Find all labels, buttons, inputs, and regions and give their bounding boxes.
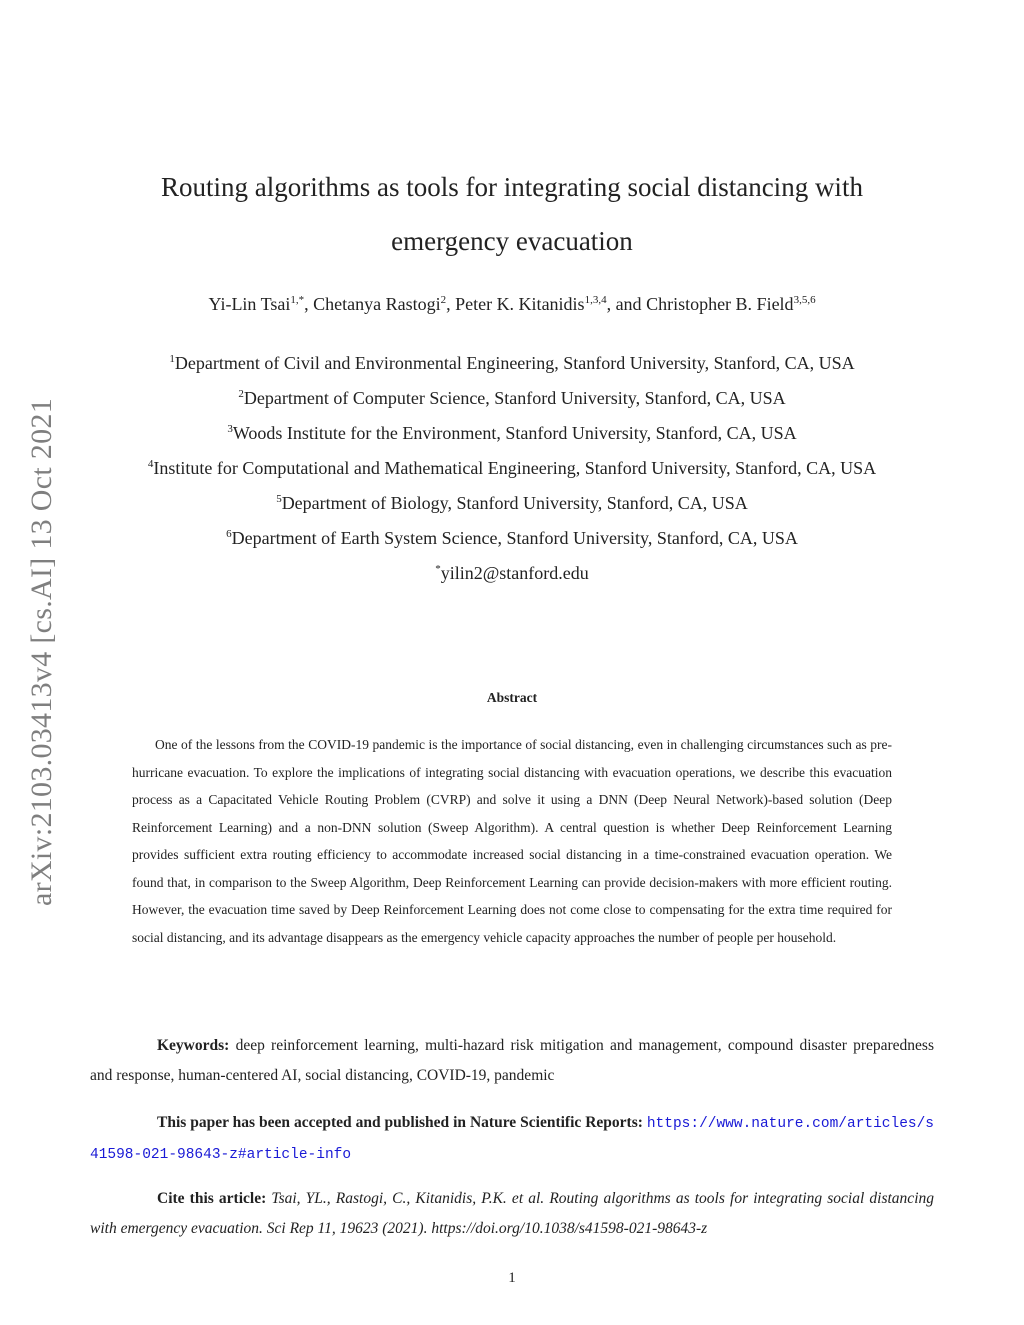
keywords-label: Keywords: xyxy=(157,1037,230,1054)
author-affiliation-sup: 1,* xyxy=(290,294,305,306)
affiliation-sup: 1 xyxy=(169,353,175,365)
affiliation-text: Institute for Computational and Mathematical Engineering, Stanford University, Stanford, CA, USA xyxy=(153,458,877,478)
abstract-heading: Abstract xyxy=(486,690,538,705)
author-affiliation-sup: 1,3,4 xyxy=(584,294,607,306)
author-separator: , and xyxy=(606,294,647,314)
affiliation-sup: 6 xyxy=(226,528,232,540)
author-affiliation-sup: 3,5,6 xyxy=(793,294,816,306)
affiliation xyxy=(90,381,934,416)
title-line-1: Routing algorithms as tools for integrating social distancing with xyxy=(161,172,863,202)
affiliation-text: Woods Institute for the Environment, Stanford University, Stanford, CA, USA xyxy=(232,423,797,443)
affiliation-sup: * xyxy=(435,563,441,575)
title-line-2: emergency evacuation xyxy=(391,226,633,256)
paper-title xyxy=(0,160,1024,268)
author-name: Chetanya Rastogi xyxy=(313,294,441,314)
corresponding-email[interactable] xyxy=(90,556,934,591)
affiliation-sup: 5 xyxy=(276,493,282,505)
arxiv-identifier-stamp: arXiv:2103.03413v4 [cs.AI] 13 Oct 2021 xyxy=(25,398,58,906)
author-affiliation-sup: 2 xyxy=(440,294,447,306)
author-separator: , xyxy=(304,294,314,314)
affiliation xyxy=(90,346,934,381)
publication-label: This paper has been accepted and published in Nature Scientific Reports: xyxy=(157,1114,643,1131)
abstract-body: One of the lessons from the COVID-19 pandemic is the importance of social distancing, even in challenging circumstances such as pre-hurricane evacuation. To explore the implications of integrating social distancing with evacuation operations, we describe this evacuation process as a Capacitated Vehicle Routing Problem (CVRP) and solve it using a DNN (Deep Neural Network)-based solution (Deep Reinforcement Learning) and a non-DNN solution (Sweep Algorithm). A central question is whether Deep Reinforcement Learning provides sufficient extra routing efficiency to accommodate increased social distancing in a time-constrained evacuation operation. We found that, in comparison to the Sweep Algorithm, Deep Reinforcement Learning can provide decision-makers with more efficient routing. However, the evacuation time saved by Deep Reinforcement Learning does not come close to compensating for the extra time required for social distancing, and its advantage disappears as the emergency vehicle capacity approaches the number of people per household. xyxy=(132,737,892,945)
affiliation-sup: 2 xyxy=(238,388,244,400)
keywords-paragraph xyxy=(90,1031,934,1091)
affiliation-sup: 4 xyxy=(147,458,154,470)
author-name: Peter K. Kitanidis xyxy=(455,294,585,314)
cite-label: Cite this article: xyxy=(157,1190,267,1207)
affiliation-text: Department of Earth System Science, Stanford University, Stanford, CA, USA xyxy=(231,528,798,548)
affiliation xyxy=(90,521,934,556)
affiliation-sup: 3 xyxy=(227,423,233,435)
affiliation-text: Department of Computer Science, Stanford University, Stanford, CA, USA xyxy=(243,388,786,408)
email-text[interactable]: yilin2@stanford.edu xyxy=(440,563,589,583)
affiliation xyxy=(90,486,934,521)
publication-notice xyxy=(90,1108,934,1170)
affiliation xyxy=(90,451,934,486)
affiliation-text: Department of Biology, Stanford University, Stanford, CA, USA xyxy=(281,493,748,513)
affiliation-text: Department of Civil and Environmental Engineering, Stanford University, Stanford, CA, USA xyxy=(174,353,855,373)
citation-paragraph xyxy=(90,1184,934,1244)
author-separator: , xyxy=(446,294,456,314)
affiliation xyxy=(90,416,934,451)
article-link[interactable]: https://www.nature.com/articles/s41598-021-98643-z#article-info xyxy=(90,1116,935,1163)
page-number: 1 xyxy=(508,1270,516,1286)
keywords-text: deep reinforcement learning, multi-hazard risk mitigation and management, compound disaster preparedness and response, human-centered AI, social distancing, COVID-19, pandemic xyxy=(90,1037,934,1084)
affiliation-list xyxy=(90,346,934,591)
author-name: Yi-Lin Tsai xyxy=(208,294,291,314)
cite-text: Tsai, YL., Rastogi, C., Kitanidis, P.K. et al. Routing algorithms as tools for integrating social distancing with emergency evacuation. Sci Rep 11, 19623 (2021). https://doi.org/10.1038/s41598-021-98643-z xyxy=(90,1190,934,1237)
author-list xyxy=(0,294,1024,315)
author-name: Christopher B. Field xyxy=(646,294,794,314)
